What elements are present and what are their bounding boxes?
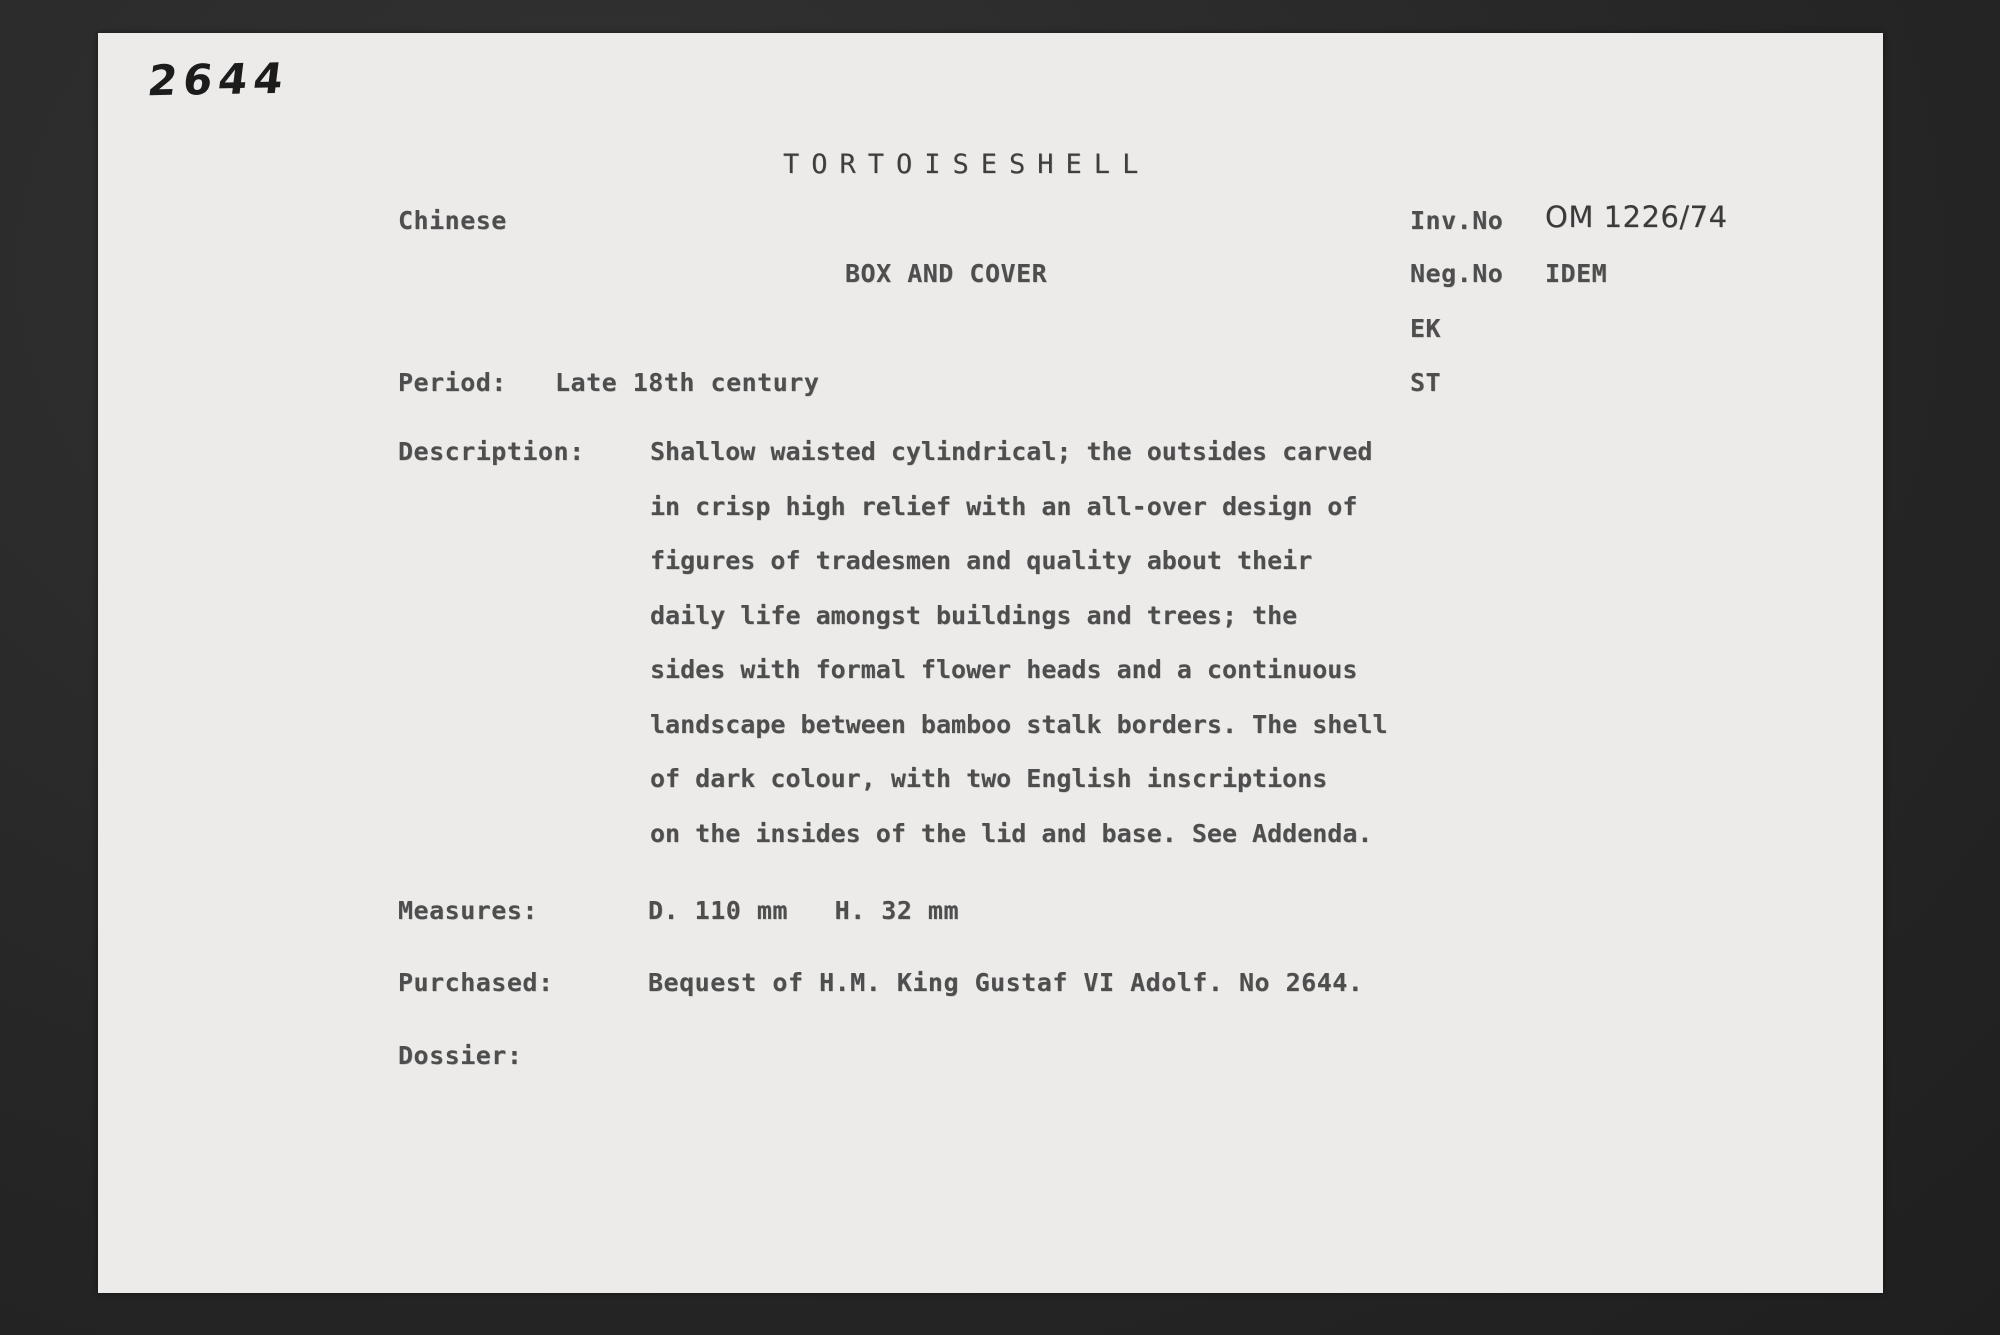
negative-number: IDEM — [1545, 259, 1608, 288]
description-label: Description: — [398, 437, 585, 466]
inventory-number: OM 1226/74 — [1545, 200, 1728, 234]
measures-value: D. 110 mm H. 32 mm — [648, 896, 960, 925]
st-label: ST — [1410, 368, 1442, 397]
description-line: Shallow waisted cylindrical; the outsides carved — [650, 437, 1373, 466]
description-line: on the insides of the lid and base. See Addenda. — [650, 818, 1373, 848]
description-line: in crisp high relief with an all-over design of — [650, 491, 1358, 521]
purchased-value: Bequest of H.M. King Gustaf VI Adolf. No 2644. — [648, 968, 1364, 997]
inventory-label: Inv.No — [1410, 206, 1504, 235]
period-value: Late 18th century — [555, 368, 820, 397]
period-label: Period: — [398, 368, 507, 397]
description-text — [650, 437, 1388, 873]
material-heading: TORTOISESHELL — [783, 149, 1151, 180]
ek-label: EK — [1410, 314, 1442, 343]
description-line: daily life amongst buildings and trees; the — [650, 600, 1298, 630]
negative-label: Neg.No — [1410, 259, 1504, 288]
purchased-label: Purchased: — [398, 968, 554, 997]
measures-label: Measures: — [398, 896, 538, 925]
origin: Chinese — [398, 206, 507, 235]
object-type: BOX AND COVER — [845, 259, 1048, 288]
card-number: 2644 — [144, 53, 292, 106]
description-line: figures of tradesmen and quality about their — [650, 546, 1313, 575]
dossier-label: Dossier: — [398, 1041, 523, 1070]
description-line: landscape between bamboo stalk borders. The shell — [650, 709, 1388, 739]
description-line: sides with formal flower heads and a continuous — [650, 655, 1358, 684]
description-line: of dark colour, with two English inscriptions — [650, 764, 1328, 793]
